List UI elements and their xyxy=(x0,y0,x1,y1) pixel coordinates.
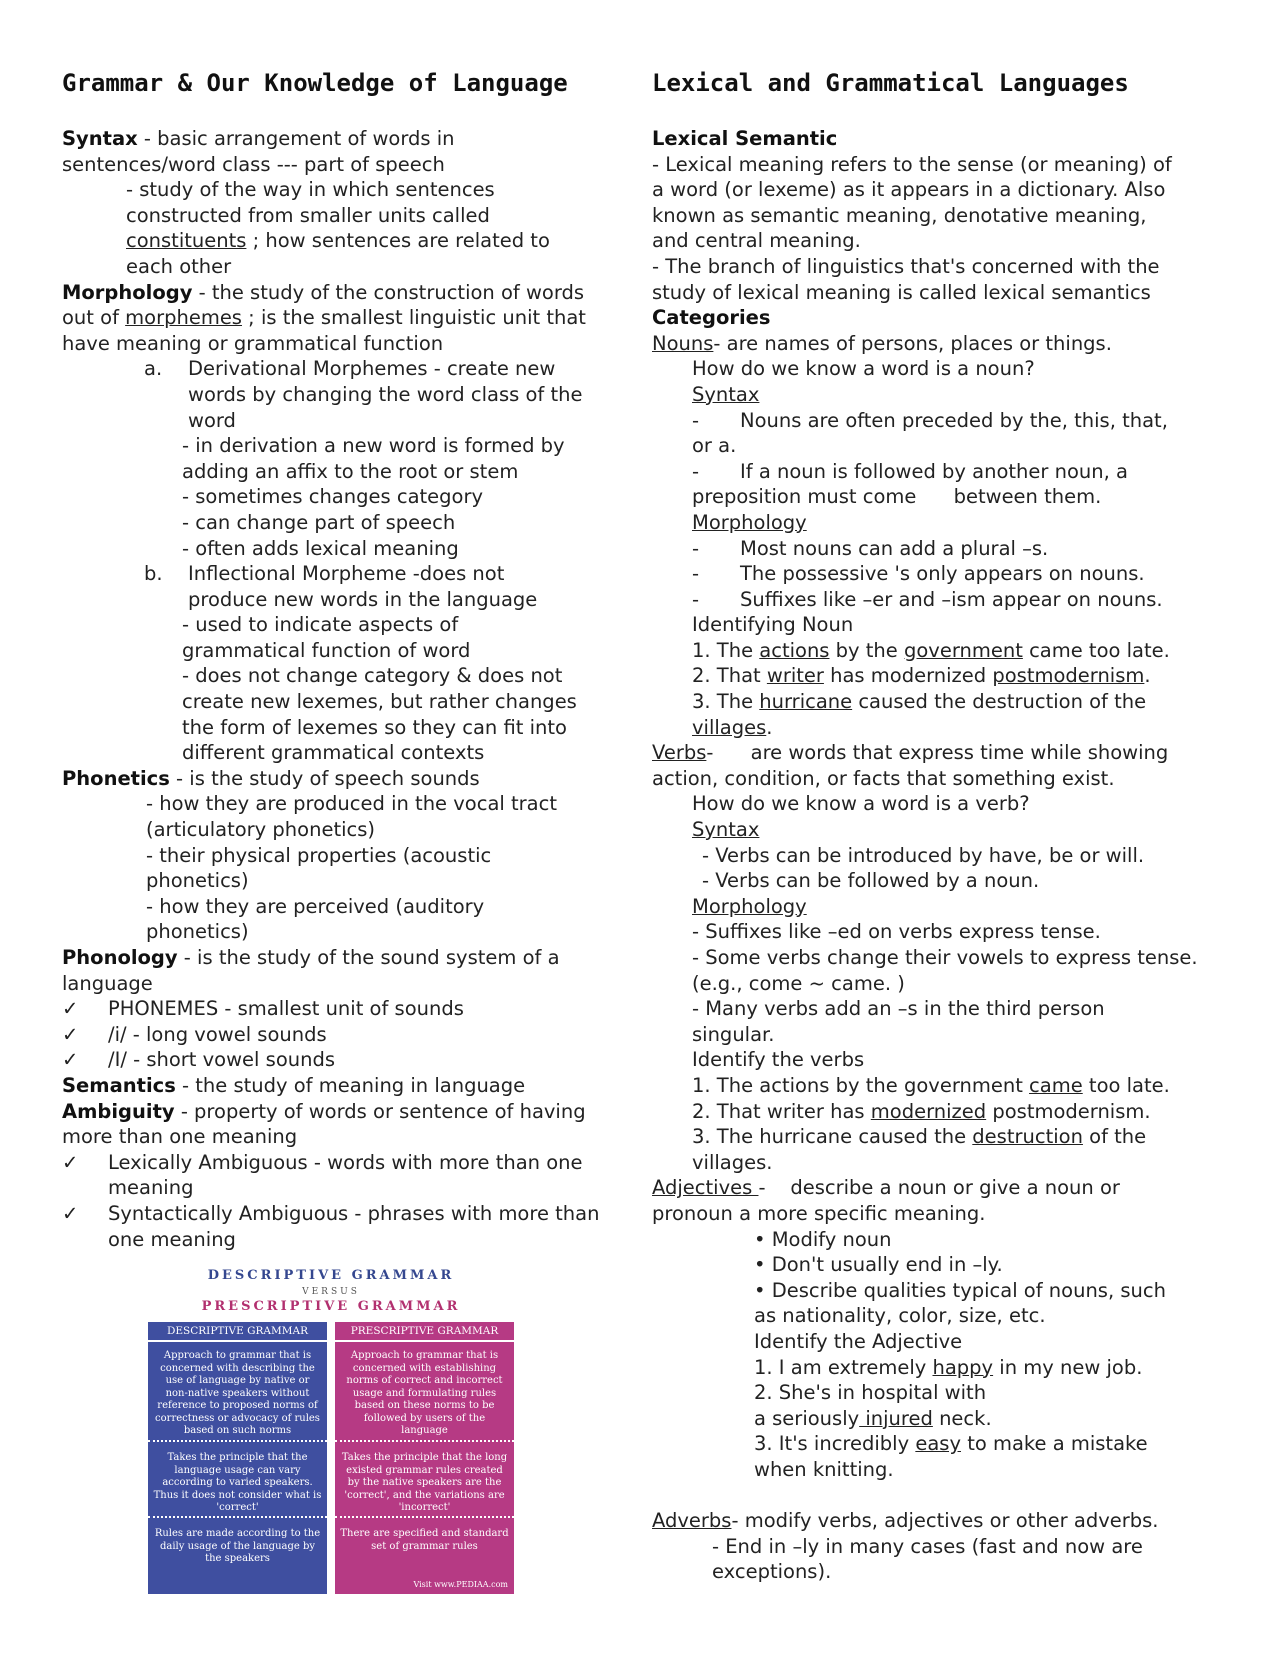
morphemes-term: morphemes xyxy=(125,306,242,330)
morphology-def-2b: ; is the smallest linguistic unit that xyxy=(241,306,586,330)
derivational-sub-1: - in derivation a new word is formed by xyxy=(182,434,565,458)
underlined-noun: writer xyxy=(766,664,824,688)
syntax-sub-4: each other xyxy=(126,254,232,278)
constituents-term: constituents xyxy=(126,229,247,253)
phonetics-sub-1: - how they are produced in the vocal tract xyxy=(146,792,557,816)
adverbs-sub-2: exceptions). xyxy=(712,1560,832,1584)
adjectives-example-3-cont: when knitting. xyxy=(754,1457,894,1481)
prescriptive-row-3-text: There are specified and standard set of grammar rules xyxy=(340,1528,509,1552)
verbs-line xyxy=(652,740,1227,766)
syntax-sub-2: constructed from smaller units called xyxy=(126,203,490,227)
phonology-def: - is the study of the sound system of a xyxy=(177,946,560,969)
underlined-adjective: injured xyxy=(859,1406,933,1430)
semantics-def: - the study of meaning in language xyxy=(175,1073,526,1097)
lexical-semantic-term: Lexical Semantic xyxy=(652,127,838,150)
verbs-morph-5: singular. xyxy=(692,1022,775,1046)
phonetics-sub-5: - how they are perceived (auditory xyxy=(146,894,485,918)
check-icon: ✓ xyxy=(62,997,79,1021)
nouns-morph-1 xyxy=(652,536,1227,562)
morphology-term: Morphology xyxy=(62,280,193,304)
text: 2. That writer has xyxy=(692,1099,871,1123)
adverbs-term: Adverbs xyxy=(652,1509,732,1533)
verbs-morph-1: - Suffixes like –ed on verbs express tense. xyxy=(692,920,1101,944)
header-descriptive: DESCRIPTIVE GRAMMAR xyxy=(148,1322,327,1340)
adjectives-example-2-cont xyxy=(652,1406,1227,1432)
text: a seriously xyxy=(754,1406,860,1430)
nouns-morph-3 xyxy=(652,587,1227,613)
derivational-line-2: words by changing the word class of the xyxy=(188,382,583,406)
adjectives-bullet-1: • Modify noun xyxy=(754,1227,892,1251)
verbs-question: How do we know a word is a verb? xyxy=(692,792,1030,816)
lexical-line-5: - The branch of linguistics that's concerned with the xyxy=(652,254,1160,278)
right-column xyxy=(652,62,1227,1585)
syntax-line xyxy=(62,126,622,152)
adjectives-identify-heading: Identify the Adjective xyxy=(754,1329,963,1353)
text: too late. xyxy=(1082,1073,1170,1097)
text: in my new job. xyxy=(993,1355,1143,1379)
adjectives-line-2: pronoun a more specific meaning. xyxy=(652,1201,986,1225)
verbs-example-3-cont: villages. xyxy=(692,1150,773,1174)
adjectives-line xyxy=(652,1175,1227,1201)
lexical-line-3: known as semantic meaning, denotative meaning, xyxy=(652,203,1147,227)
nouns-example-1 xyxy=(652,638,1227,664)
lexical-line-4: and central meaning. xyxy=(652,229,861,253)
inflectional-sub-5: the form of lexemes so they can fit into xyxy=(182,715,567,739)
derivational-text-1: Derivational Morphemes - create new xyxy=(188,357,556,381)
verbs-term: Verbs xyxy=(652,741,707,765)
syntax-sub-1: - study of the way in which sentences xyxy=(126,178,495,202)
underlined-noun: government xyxy=(903,638,1023,662)
descriptive-row-2: Takes the principle that the language usage can vary according to varied speakers. Thus it does not consider what is 'correct' xyxy=(148,1440,327,1516)
prescriptive-row-2: Takes the principle that the long existed grammar rules created by the native speakers are the 'correct', and the variations are 'incorrect' xyxy=(335,1440,514,1516)
check-icon: ✓ xyxy=(62,1048,79,1072)
text: postmodernism. xyxy=(986,1099,1151,1123)
text: 1. The actions by the government xyxy=(692,1073,1030,1097)
syntax-sub-3 xyxy=(62,228,622,254)
lexical-line-2: a word (or lexeme) as it appears in a dictionary. Also xyxy=(652,178,1166,202)
spacer xyxy=(652,1482,1227,1508)
text: by the xyxy=(829,638,904,662)
derivational-line-3: word xyxy=(188,408,236,432)
nouns-question: How do we know a word is a noun? xyxy=(692,357,1035,381)
phoneme-text-2: /i/ - long vowel sounds xyxy=(108,1022,327,1046)
prescriptive-row-3 xyxy=(335,1516,514,1594)
morphology-line xyxy=(62,280,622,306)
adverbs-sub-1: - End in –ly in many cases (fast and now are xyxy=(712,1534,1143,1558)
phonetics-sub-3: - their physical properties (acoustic xyxy=(146,843,492,867)
syntax-term: Syntax xyxy=(62,127,138,150)
inflectional-sub-1: - used to indicate aspects of xyxy=(182,613,459,637)
header-prescriptive: PRESCRIPTIVE GRAMMAR xyxy=(335,1322,514,1340)
text: . xyxy=(1144,664,1151,688)
ambiguity-item-2 xyxy=(62,1201,622,1227)
text: neck. xyxy=(932,1406,992,1430)
phoneme-item-1 xyxy=(62,996,622,1022)
phoneme-text-1: PHONEMES - smallest unit of sounds xyxy=(108,997,464,1021)
check-icon: ✓ xyxy=(62,1022,79,1046)
verbs-syntax-1: - Verbs can be introduced by have, be or will. xyxy=(702,843,1145,867)
underlined-adjective: happy xyxy=(932,1355,994,1379)
nouns-morph-2-text: The possessive 's only appears on nouns. xyxy=(740,562,1145,586)
verbs-morph-2: - Some verbs change their vowels to express tense. xyxy=(692,946,1198,969)
adjectives-term: Adjectives xyxy=(652,1176,759,1200)
inflectional-line-2: produce new words in the language xyxy=(188,587,538,611)
ambiguity-line xyxy=(62,1099,622,1125)
nouns-identify-heading: Identifying Noun xyxy=(692,613,854,637)
text: caused the destruction of the xyxy=(852,690,1147,714)
morphology-def: - the study of the construction of words xyxy=(192,280,585,304)
verbs-syntax-term: Syntax xyxy=(692,818,760,842)
verbs-syntax-2: - Verbs can be followed by a noun. xyxy=(702,869,1040,893)
lexical-line-1: - Lexical meaning refers to the sense (or meaning) of xyxy=(652,152,1172,176)
nouns-syntax-2-cont: preposition must come between them. xyxy=(692,485,1102,509)
verbs-example-2 xyxy=(652,1099,1227,1125)
ambiguity-item-1-cont: meaning xyxy=(108,1176,194,1200)
phoneme-text-3: /I/ - short vowel sounds xyxy=(108,1048,336,1072)
ambiguity-line-2: more than one meaning xyxy=(62,1125,298,1149)
right-title: Lexical and Grammatical Languages xyxy=(652,69,1129,97)
left-title: Grammar & Our Knowledge of Language xyxy=(62,69,568,97)
dash: - xyxy=(692,536,700,560)
verbs-identify-heading: Identify the verbs xyxy=(692,1048,865,1072)
adverbs-line xyxy=(652,1508,1227,1534)
underlined-noun: postmodernism xyxy=(992,664,1145,688)
infographic-grid xyxy=(148,1322,514,1594)
morphology-def-2a: out of xyxy=(62,306,126,330)
ambiguity-def: - property of words or sentence of having xyxy=(174,1099,586,1123)
descriptive-row-3: Rules are made according to the daily usage of the language by the speakers xyxy=(148,1516,327,1594)
phonetics-sub-6: phonetics) xyxy=(146,920,249,944)
prescriptive-row-1: Approach to grammar that is concerned with establishing norms of correct and incorrect usage and formulating rules based on these norms to be followed by users of the language xyxy=(335,1342,514,1440)
text: 3. The hurricane caused the xyxy=(692,1125,973,1149)
phoneme-item-3 xyxy=(62,1047,622,1073)
verbs-example-3 xyxy=(652,1124,1227,1150)
ambiguity-term: Ambiguity xyxy=(62,1099,175,1123)
derivational-sub-2: adding an affix to the root or stem xyxy=(182,459,519,483)
adjectives-def: - describe a noun or give a noun or xyxy=(758,1176,1120,1200)
inflectional-sub-2: grammatical function of word xyxy=(182,638,471,662)
nouns-syntax-term: Syntax xyxy=(692,382,760,406)
nouns-example-3 xyxy=(652,689,1227,715)
infographic-title-1: DESCRIPTIVE GRAMMAR xyxy=(207,1268,455,1283)
nouns-morph-3-text: Suffixes like –er and –ism appear on nouns. xyxy=(740,587,1163,611)
derivational-sub-3: - sometimes changes category xyxy=(182,485,484,509)
adjectives-bullet-3-cont: as nationality, color, size, etc. xyxy=(754,1304,1046,1328)
dash: - xyxy=(692,587,700,611)
list-label-b: b. xyxy=(144,562,163,586)
nouns-syntax-heading xyxy=(652,382,1227,408)
nouns-syntax-1 xyxy=(652,408,1227,434)
morphology-line-2 xyxy=(62,305,622,331)
verbs-morph-3: (e.g., come ~ came. ) xyxy=(692,971,905,995)
adjectives-example-1 xyxy=(652,1355,1227,1381)
phonetics-sub-2: (articulatory phonetics) xyxy=(146,818,375,842)
nouns-term: Nouns xyxy=(652,331,714,355)
check-icon: ✓ xyxy=(62,1150,79,1174)
adjectives-bullet-2: • Don't usually end in –ly. xyxy=(754,1253,1003,1277)
nouns-example-2 xyxy=(652,663,1227,689)
verbs-morph-4: - Many verbs add an –s in the third person xyxy=(692,997,1105,1021)
dash: - xyxy=(692,459,700,483)
verbs-syntax-heading xyxy=(652,817,1227,843)
text: 1. I am extremely xyxy=(754,1355,933,1379)
underlined-verb: came xyxy=(1029,1073,1083,1097)
nouns-syntax-1-text: Nouns are often preceded by the, this, that, xyxy=(740,408,1168,432)
derivational-sub-5: - often adds lexical meaning xyxy=(182,536,459,560)
phonology-line xyxy=(62,945,622,971)
text: of the xyxy=(1082,1125,1147,1149)
derivational-line-1 xyxy=(62,356,622,382)
nouns-morph-1-text: Most nouns can add a plural –s. xyxy=(740,536,1049,560)
verbs-morphology-heading xyxy=(652,894,1227,920)
adjectives-example-2: 2. She's in hospital with xyxy=(754,1381,987,1405)
syntax-sub-3-text: ; how sentences are related to xyxy=(246,229,550,253)
nouns-syntax-2-text: If a noun is followed by another noun, a xyxy=(740,459,1128,483)
inflectional-line-1 xyxy=(62,561,622,587)
underlined-noun: hurricane xyxy=(759,690,853,714)
underlined-adjective: easy xyxy=(915,1432,961,1456)
phonetics-line xyxy=(62,766,622,792)
nouns-syntax-2 xyxy=(652,459,1227,485)
infographic-versus: VERSUS xyxy=(302,1287,360,1297)
inflectional-sub-4: create new lexemes, but rather changes xyxy=(182,690,577,714)
text: has modernized xyxy=(823,664,993,688)
nouns-example-3-cont xyxy=(652,715,1227,741)
check-icon: ✓ xyxy=(62,1201,79,1225)
descriptive-row-1: Approach to grammar that is concerned with describing the use of language by native or non-native speakers without reference to proposed norms of correctness or advocacy of rules based on such norms xyxy=(148,1342,327,1440)
source-credit: Visit www.PEDIAA.com xyxy=(413,1579,508,1589)
ambiguity-text-1: Lexically Ambiguous - words with more than one xyxy=(108,1150,583,1174)
semantics-line xyxy=(62,1073,622,1099)
lexical-line-6: study of lexical meaning is called lexical semantics xyxy=(652,280,1151,304)
semantics-term: Semantics xyxy=(62,1073,176,1097)
grammar-infographic xyxy=(148,1264,514,1594)
categories-heading xyxy=(652,305,1227,331)
inflectional-sub-6: different grammatical contexts xyxy=(182,741,485,765)
nouns-morph-2 xyxy=(652,561,1227,587)
ambiguity-text-2: Syntactically Ambiguous - phrases with more than xyxy=(108,1201,600,1225)
nouns-line xyxy=(652,331,1227,357)
categories-term: Categories xyxy=(652,306,771,330)
ambiguity-item-1 xyxy=(62,1150,622,1176)
left-column xyxy=(62,62,622,1252)
text: 3. The xyxy=(692,690,760,714)
adverbs-def: - modify verbs, adjectives or other adverbs. xyxy=(731,1509,1159,1533)
nouns-def: - are names of persons, places or things. xyxy=(713,331,1112,355)
syntax-line-2: sentences/word class --- part of speech xyxy=(62,152,445,176)
nouns-morphology-term: Morphology xyxy=(692,510,807,534)
phonetics-def: - is the study of speech sounds xyxy=(169,766,480,790)
verbs-morphology-term: Morphology xyxy=(692,894,807,918)
text: 2. That xyxy=(692,664,767,688)
morphology-line-3: have meaning or grammatical function xyxy=(62,331,444,355)
nouns-syntax-1-cont: or a. xyxy=(692,434,737,458)
phonetics-term: Phonetics xyxy=(62,766,170,790)
list-label-a: a. xyxy=(144,357,163,381)
underlined-verb: modernized xyxy=(870,1099,987,1123)
adjectives-bullet-3: • Describe qualities typical of nouns, such xyxy=(754,1278,1166,1302)
ambiguity-item-2-cont: one meaning xyxy=(108,1227,236,1251)
verbs-line-2: action, condition, or facts that something exist. xyxy=(652,766,1115,790)
verbs-def: - are words that express time while showing xyxy=(706,741,1169,765)
text: came too late. xyxy=(1022,638,1170,662)
text: to make a mistake xyxy=(961,1432,1148,1456)
verbs-example-1 xyxy=(652,1073,1227,1099)
underlined-noun: actions xyxy=(759,638,830,662)
syntax-def: - basic arrangement of words in xyxy=(137,127,455,150)
phoneme-item-2 xyxy=(62,1022,622,1048)
dash: - xyxy=(692,408,700,432)
phonology-term: Phonology xyxy=(62,946,178,969)
adjectives-example-3 xyxy=(652,1431,1227,1457)
underlined-verb: destruction xyxy=(972,1125,1083,1149)
derivational-sub-4: - can change part of speech xyxy=(182,510,456,534)
text: 1. The xyxy=(692,638,760,662)
lexical-semantic-heading xyxy=(652,126,1227,152)
text: 3. It's incredibly xyxy=(754,1432,916,1456)
nouns-morphology-heading xyxy=(652,510,1227,536)
inflectional-text-1: Inflectional Morpheme -does not xyxy=(188,562,505,586)
text: . xyxy=(766,715,773,739)
infographic-title-2: PRESCRIPTIVE GRAMMAR xyxy=(201,1299,461,1314)
underlined-noun: villages xyxy=(692,715,767,739)
inflectional-sub-3: - does not change category & does not xyxy=(182,664,563,688)
phonetics-sub-4: phonetics) xyxy=(146,869,249,893)
phonology-line-2: language xyxy=(62,971,153,995)
dash: - xyxy=(692,562,700,586)
